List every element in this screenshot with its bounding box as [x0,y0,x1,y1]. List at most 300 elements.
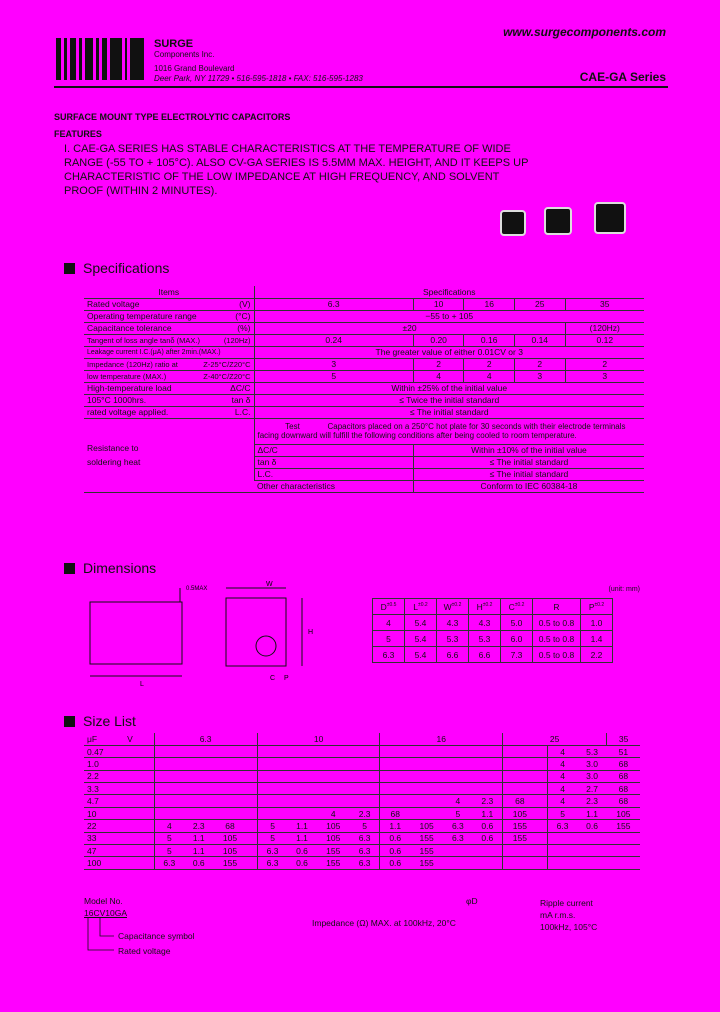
dim-cell: 4 [373,615,405,631]
spec-row-label: Leakage current I.C.(μA) after 2min.(MAX.) [84,346,254,358]
spec-value: −55 to + 105 [254,310,644,322]
imp-cell: 3 [514,370,565,382]
spec-row-label: Rated voltage [87,299,140,309]
label-05max: 0.5MAX [186,586,208,592]
dim-header-cell [373,599,405,615]
side-view-body [90,602,182,664]
dim-cell: 7.3 [501,647,533,663]
size-cell: 3.0 [577,758,606,770]
spec-row-label: low temperature (MAX.) [87,371,167,381]
size-cell [443,845,472,857]
size-cell [154,807,184,819]
dim-row [373,647,613,663]
size-cell: 68 [503,795,537,807]
size-row [84,770,640,782]
size-cell: 4 [317,807,350,819]
spec-row-label: Operating temperature range [87,311,197,321]
size-cell: 5 [350,820,380,832]
size-cell [607,857,640,869]
imp-cell: 5 [254,370,413,382]
size-cell [247,795,258,807]
dim-cell: 6.3 [373,647,405,663]
dim-cell: 5.3 [437,631,469,647]
size-cell [537,783,548,795]
size-cell: 6.3 [547,820,577,832]
size-cell [380,783,410,795]
size-cap-cell: 33 [84,832,154,844]
dim-header-cell [469,599,501,615]
tan-cell: 0.20 [413,334,464,346]
dim-cell: 5.0 [501,615,533,631]
size-cell [247,820,258,832]
size-cell [577,832,606,844]
dim-cell: 5.4 [405,647,437,663]
size-cell: 155 [317,857,350,869]
top-view-body [226,598,286,666]
size-cell: 51 [607,745,640,757]
dim-cell: 5.3 [469,631,501,647]
size-cell [410,745,443,757]
size-cell [213,807,246,819]
spec-label: Specifications [254,286,644,298]
size-cell: 2.3 [473,795,503,807]
size-cell: 155 [410,857,443,869]
size-cell: 6.3 [350,845,380,857]
other-label: Other characteristics [254,480,413,492]
size-cell: 105 [213,832,246,844]
dim-header-label: R [553,601,560,612]
spec-row-unit: (120Hz) [223,335,251,345]
size-cell [473,845,503,857]
size-cell [350,795,380,807]
load-label: 105°C 1000hrs. [87,395,147,405]
size-cell [350,745,380,757]
size-cell [537,770,548,782]
specifications-table [84,286,644,493]
size-voltage-header: 16 [380,733,503,745]
model-no-label: Model No. [84,896,123,906]
solder-value: Within ±10% of the initial value [413,444,644,456]
size-cell: 0.6 [184,857,213,869]
size-cell: 105 [503,807,537,819]
tan-cell: 0.16 [464,334,515,346]
spec-row-unit: (°C) [235,311,251,321]
solder-key: L.C. [257,469,274,479]
items-label: Items [84,286,254,298]
size-cell: 4 [547,770,577,782]
size-cell: 0.6 [473,820,503,832]
solder-value: ≤ The initial standard [413,456,644,468]
size-cell [380,770,410,782]
size-cell [317,795,350,807]
dim-header-cell [533,599,581,615]
dim-cell: 0.5 to 0.8 [533,631,581,647]
size-cell: 68 [213,820,246,832]
size-cell: 1.1 [287,832,316,844]
size-cell: 0.6 [380,857,410,869]
size-corner [84,733,154,745]
size-cell [410,783,443,795]
size-cell [154,745,184,757]
size-cell [607,832,640,844]
dim-cell: 5.4 [405,615,437,631]
solder-test-label: Test [285,422,300,431]
size-cell [503,857,537,869]
size-cell: 1.1 [184,845,213,857]
size-cell [287,795,316,807]
size-row [84,845,640,857]
size-cell: 6.3 [443,820,472,832]
dim-header-note: ±0.5 [386,601,397,608]
size-cell: 5.3 [577,745,606,757]
company-name: SURGE [154,38,194,50]
size-cell [503,770,537,782]
size-cap-cell: 0.47 [84,745,154,757]
dim-header-cell [437,599,469,615]
size-cell [257,783,287,795]
website-link[interactable]: www.surgecomponents.com [503,25,666,39]
model-example: 16CV10GA [84,908,127,918]
size-cell [247,783,258,795]
size-cell [537,820,548,832]
load-label: High-temperature load [87,383,172,393]
size-cell: 5 [154,832,184,844]
load-key: L.C. [234,407,251,417]
size-row [84,745,640,757]
size-cell [380,745,410,757]
size-voltage-header: 10 [257,733,380,745]
dim-header-label: L [413,601,419,612]
size-cell [184,770,213,782]
label-h: H [308,629,314,636]
size-cell: 5 [257,820,287,832]
size-cell [154,795,184,807]
size-cell: 4 [547,745,577,757]
size-cell: 2.7 [577,783,606,795]
capacitor-photo-medium [544,207,572,235]
size-row [84,783,640,795]
dim-cell: 5 [373,631,405,647]
size-cell: 0.6 [380,845,410,857]
size-cap-cell: 2.2 [84,770,154,782]
size-cell: 1.1 [380,820,410,832]
size-cell: 68 [607,795,640,807]
imp-cell: 2 [464,358,515,370]
dim-cell: 0.5 to 0.8 [533,647,581,663]
size-cell: 0.6 [577,820,606,832]
size-cell: 5 [547,807,577,819]
dim-header-note: ±0.2 [514,601,525,608]
voltage-cell: 10 [413,298,464,310]
size-cell: 4 [154,820,184,832]
dimension-drawing [76,580,356,690]
capacitor-photo-large [594,202,626,234]
size-cell [547,857,577,869]
size-cell: 68 [607,758,640,770]
impedance-label: Impedance (Ω) MAX. at 100kHz, 20°C [312,918,456,928]
load-label: rated voltage applied. [87,407,169,417]
size-cell [247,758,258,770]
voltage-cell: 6.3 [254,298,413,310]
size-cell: 68 [607,783,640,795]
header-divider [54,86,668,88]
other-value: Conform to IEC 60384-18 [413,480,644,492]
size-cap-cell: 100 [84,857,154,869]
size-cap-cell: 10 [84,807,154,819]
specifications-heading: Specifications [64,260,169,276]
spec-row-label: Tangent of loss angle tanδ (MAX.) [87,335,200,345]
dim-header-label: H [476,601,483,612]
imp-cell: 3 [254,358,413,370]
dim-header-note: ±0.2 [482,601,493,608]
spec-note: (120Hz) [565,322,644,334]
load-value: ≤ Twice the initial standard [254,394,644,406]
size-cell [473,857,503,869]
features-label: FEATURES [54,129,102,139]
size-cell: 155 [503,832,537,844]
size-cell: 155 [213,857,246,869]
dim-header-cell [405,599,437,615]
imp-cell: 4 [464,370,515,382]
dim-cell: 5.4 [405,631,437,647]
load-key: tan δ [231,395,251,405]
size-cell [443,758,472,770]
rated-voltage-label: Rated voltage [118,946,171,956]
size-cell [443,857,472,869]
size-cell: 6.3 [443,832,472,844]
solder-test-text: Capacitors placed on a 250°C hot plate for 30 seconds with their electrode terminals facing downward will fulfill the following conditions after being cooled to room temperature. [257,422,626,440]
size-voltage-header: 25 [503,733,607,745]
spec-row-unit: Z-40°C/Z20°C [203,371,251,381]
size-cell: 4 [443,795,472,807]
size-row [84,795,640,807]
spec-value: The greater value of either 0.01CV or 3 [254,346,644,358]
size-list-heading: Size List [64,713,136,729]
dim-cell: 4.3 [437,615,469,631]
size-cell: 6.3 [350,832,380,844]
dimensions-heading: Dimensions [64,560,156,576]
spec-value: ±20 [254,322,565,334]
ripple-label-1: Ripple current [540,898,593,908]
company-logo [56,38,144,80]
tan-cell: 0.14 [514,334,565,346]
size-cell [443,783,472,795]
size-cell [257,770,287,782]
size-cell: 105 [317,820,350,832]
size-cell [247,857,258,869]
dim-cell: 0.5 to 0.8 [533,615,581,631]
leader-voltage [88,918,114,950]
size-row [84,820,640,832]
size-cell [503,845,537,857]
size-cell: 155 [410,832,443,844]
tan-cell: 0.24 [254,334,413,346]
dim-header-label: P [588,601,595,612]
size-cell: 2.3 [350,807,380,819]
spec-row-unit: (%) [237,323,251,333]
size-cell [503,745,537,757]
spec-row-label: Capacitance tolerance [87,323,172,333]
size-cell [350,758,380,770]
dim-cell: 1.4 [581,631,613,647]
size-cell [213,795,246,807]
size-cell: 155 [410,845,443,857]
size-list-table [84,733,640,870]
size-cell [213,758,246,770]
size-cap-cell: 3.3 [84,783,154,795]
size-cell: 68 [380,807,410,819]
size-cell [380,795,410,807]
size-cell [247,745,258,757]
size-cell: 4 [547,783,577,795]
size-cell [473,758,503,770]
size-row [84,807,640,819]
size-cell: 68 [607,770,640,782]
dim-cell: 6.0 [501,631,533,647]
series-title: CAE-GA Series [579,70,666,84]
corner-cap: μF [87,733,98,744]
size-cell [473,783,503,795]
dim-cell: 6.6 [469,647,501,663]
size-cell [247,770,258,782]
size-cap-cell: 47 [84,845,154,857]
size-cell: 105 [213,845,246,857]
size-cell [537,807,548,819]
spec-row-unit: (V) [239,299,251,309]
solder-value: ≤ The initial standard [413,468,644,480]
spec-row-label: Impedance (120Hz) ratio at [87,359,178,369]
size-cell [607,845,640,857]
cap-symbol-label: Capacitance symbol [118,931,195,941]
size-row [84,832,640,844]
solder-key: ΔC/C [257,445,278,455]
size-cell [247,845,258,857]
legend-leader-lines [84,918,124,958]
dim-row [373,631,613,647]
dim-header-note: ±0.2 [594,601,605,608]
size-cell [154,758,184,770]
size-cell: 5 [154,845,184,857]
size-cell: 105 [317,832,350,844]
dimension-unit: (unit: mm) [608,586,640,593]
size-cell: 0.6 [380,832,410,844]
company-phone: Deer Park, NY 11729 • 516-595-1818 • FAX: 516-595-1283 [154,74,363,83]
size-cell: 105 [607,807,640,819]
size-cap-cell: 4.7 [84,795,154,807]
size-cell: 2.3 [577,795,606,807]
size-cell: 3.0 [577,770,606,782]
solder-label: soldering heat [87,457,141,467]
dim-header-label: D [380,601,387,612]
size-cell [154,783,184,795]
size-cell [184,807,213,819]
size-cell [537,758,548,770]
size-cell [547,832,577,844]
size-cell: 155 [503,820,537,832]
size-cell: 0.6 [473,832,503,844]
size-cell [410,770,443,782]
size-cell [287,783,316,795]
size-cell [537,795,548,807]
size-cell: 4 [547,795,577,807]
size-cell [184,745,213,757]
size-cell [380,758,410,770]
size-cell [287,770,316,782]
load-key: ΔC/C [230,383,251,393]
imp-cell: 2 [413,358,464,370]
size-cell [317,758,350,770]
size-cap-cell: 22 [84,820,154,832]
size-cell [317,745,350,757]
size-cell [154,770,184,782]
label-c: C [270,675,276,682]
size-cell: 1.1 [287,820,316,832]
size-cell [473,770,503,782]
label-p: P [284,675,289,682]
label-w: W [266,581,273,588]
size-cell: 6.3 [257,845,287,857]
dim-cell: 4.3 [469,615,501,631]
dim-header-cell [501,599,533,615]
voltage-cell: 25 [514,298,565,310]
capacitor-photo-small [500,210,526,236]
size-cell [473,745,503,757]
size-cell: 105 [410,820,443,832]
dim-row [373,615,613,631]
size-voltage-header: 35 [607,733,640,745]
imp-cell: 4 [413,370,464,382]
size-cell [287,807,316,819]
size-cell: 5 [257,832,287,844]
voltage-cell: 35 [565,298,644,310]
size-cell [184,758,213,770]
size-cap-cell: 1.0 [84,758,154,770]
size-cell [287,745,316,757]
size-cell [213,770,246,782]
size-cell [184,795,213,807]
size-cell [537,832,548,844]
size-row [84,758,640,770]
imp-cell: 2 [514,358,565,370]
company-sub: Components Inc. [154,50,215,59]
size-cell [410,758,443,770]
dim-header-note: ±0.2 [418,601,428,608]
leader-cap [100,918,114,936]
size-cell: 5 [443,807,472,819]
size-cell [257,807,287,819]
size-cell: 6.3 [154,857,184,869]
dim-header-cell [581,599,613,615]
size-cell [537,857,548,869]
size-cell [503,758,537,770]
phi-d-label: φD [466,896,478,906]
size-cell [213,783,246,795]
dimensions-table [372,598,613,663]
size-cell: 155 [607,820,640,832]
size-cell: 0.6 [287,845,316,857]
size-cell [443,770,472,782]
size-voltage-header: 6.3 [154,733,257,745]
size-row [84,857,640,869]
dim-cell: 1.0 [581,615,613,631]
load-value: Within ±25% of the initial value [254,382,644,394]
size-cell [257,758,287,770]
size-cell [317,770,350,782]
corner-v: V [127,733,133,744]
ripple-label-3: 100kHz, 105°C [540,922,598,932]
size-cell: 155 [317,845,350,857]
size-cell [247,807,258,819]
